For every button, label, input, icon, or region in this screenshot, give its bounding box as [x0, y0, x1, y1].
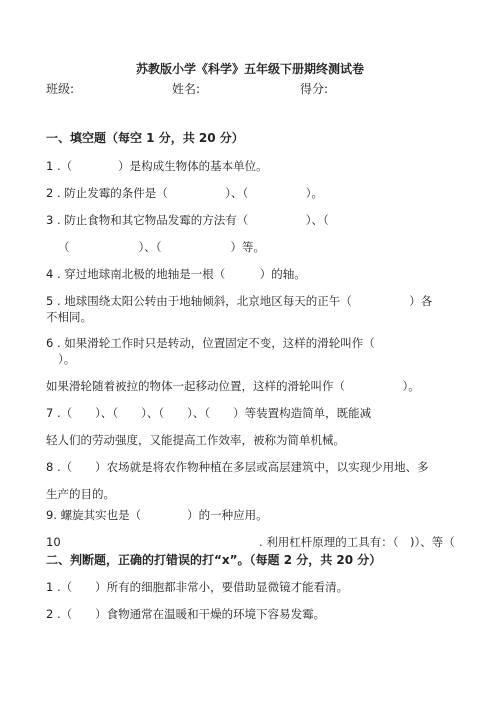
question-2-1: 1 .（ ）所有的细胞都非常小，要借助显微镜才能看清。: [46, 580, 349, 594]
question-1-1: 1 .（ ）是构成生物体的基本单位。: [46, 159, 268, 173]
question-1-8-line2: 生产的目的。: [46, 487, 115, 501]
section-1-heading: 一、填空题（每空 1 分，共 20 分）: [46, 131, 244, 145]
question-1-3-line1: 3 . 防止食物和其它物品发霉的方法有（ ）、（: [46, 213, 329, 227]
exam-title: 苏教版小学《科学》五年级下册期终测试卷: [135, 62, 364, 76]
score-label: 得分:: [300, 82, 329, 96]
section-2-heading: 二、判断题，正确的打错误的打“x”。（每题 2 分，共 20 分）: [46, 553, 382, 567]
question-1-6-line2: ）。: [58, 352, 76, 366]
question-1-5-line1: 5 . 地球围绕太阳公转由于地轴倾斜，北京地区每天的正午（ ）各: [46, 294, 433, 308]
question-1-7-line2: 轻人们的劳动强度，又能提高工作效率，被称为简单机械。: [46, 433, 345, 447]
question-1-10-text: . 利用杠杆原理的工具有：（ )）、等（: [259, 535, 455, 549]
question-1-3-line2: （ ）、（ ）等。: [58, 240, 265, 254]
question-1-7-line1: 7 .（ ）、（ ）、（ ）、（ ）等装置构造简单，既能减: [46, 406, 372, 420]
name-label: 姓名:: [172, 82, 201, 96]
question-1-8-line1: 8 .（ ）农场就是将农作物种植在多层或高层建筑中，以实现少用地、多: [46, 460, 429, 474]
question-1-2: 2 . 防止发霉的条件是（ ）、（ ）。: [46, 186, 324, 200]
question-1-9: 9. 螺旋其实也是（ ）的一种应用。: [46, 508, 268, 522]
question-1-4: 4 . 穿过地球南北极的地轴是一根（ ）的轴。: [46, 267, 306, 281]
question-2-2: 2 .（ ）食物通常在温暖和干燥的环境下容易发霉。: [46, 607, 326, 621]
question-1-10-number: 10: [46, 535, 61, 549]
class-label: 班级:: [46, 82, 75, 96]
question-1-6-line3: 如果滑轮随着被拉的物体一起移动位置，这样的滑轮叫作（ ）。: [46, 379, 420, 393]
question-1-5-line2: 不相同。: [46, 310, 92, 324]
question-1-6-line1: 6 . 如果滑轮工作时只是转动，位置固定不变，这样的滑轮叫作（: [46, 336, 375, 350]
